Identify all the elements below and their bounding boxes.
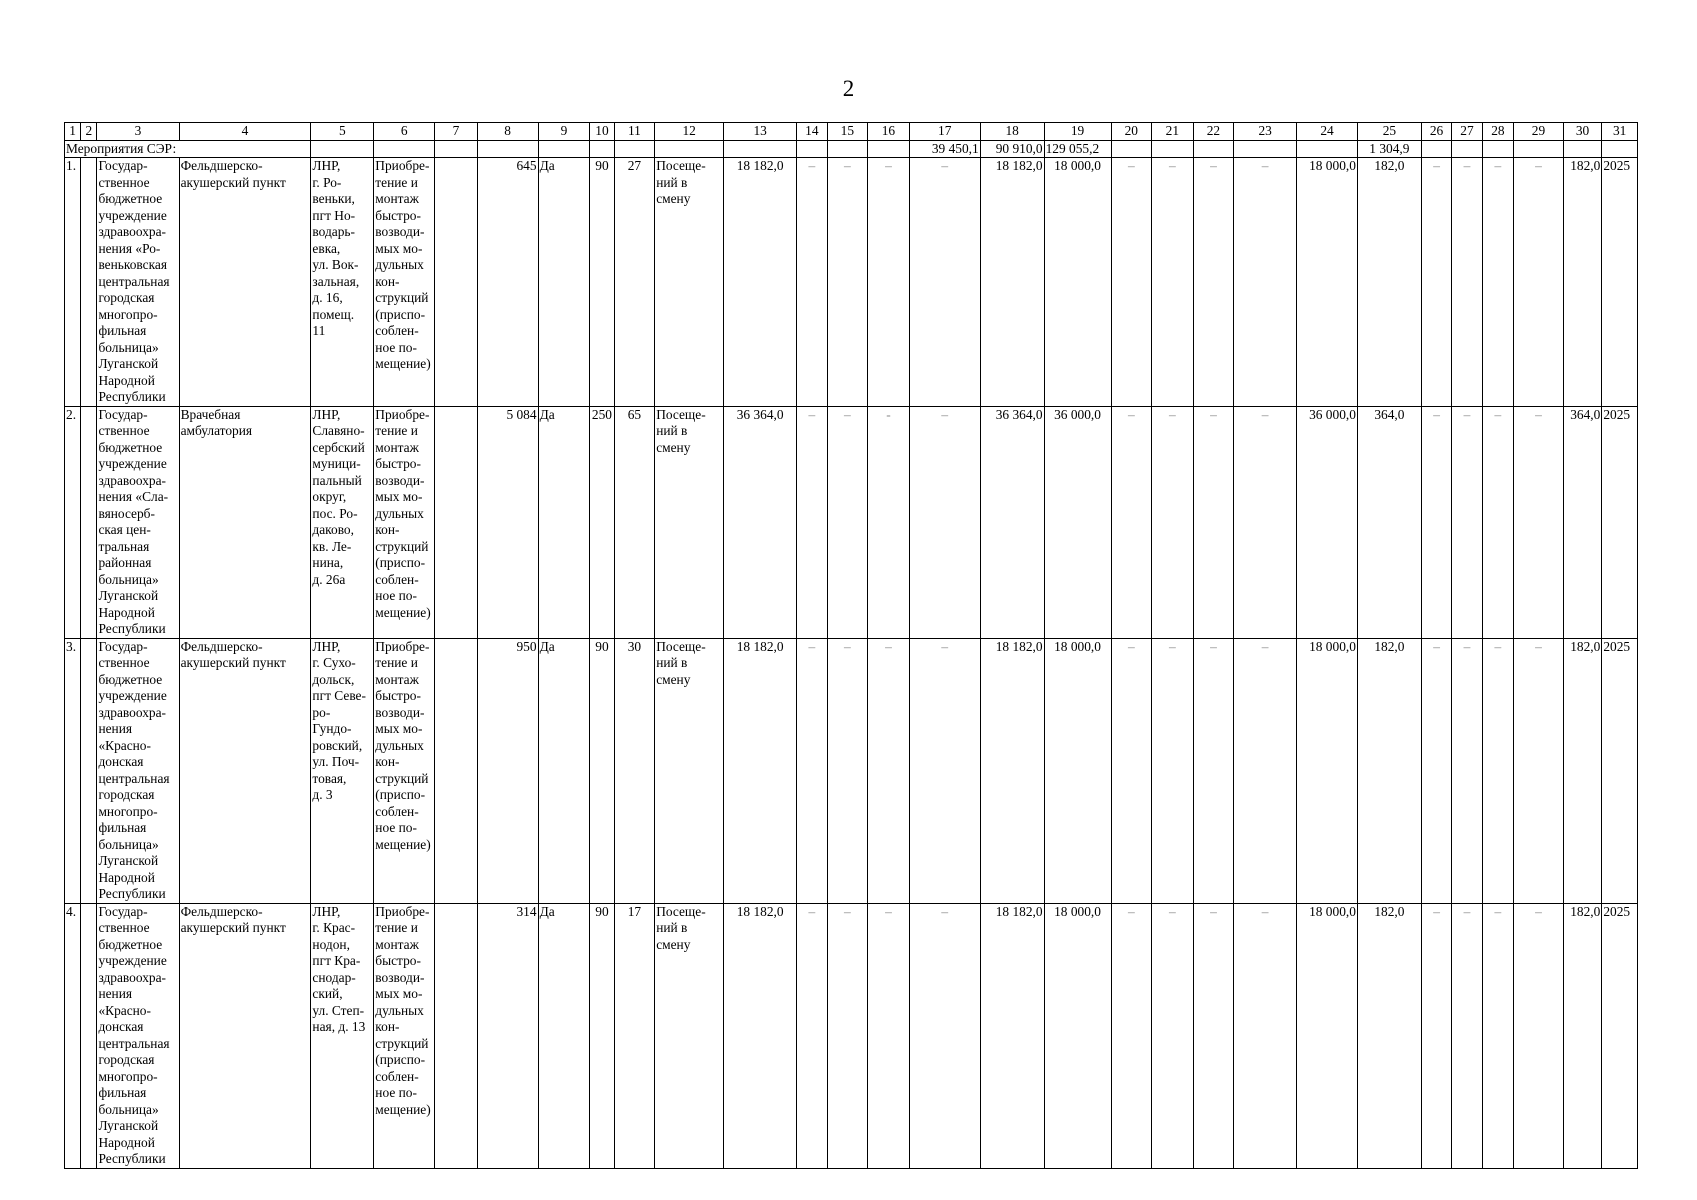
facility-address: ЛНР, г. Сухо- дольск, пгт Севе- ро- Гундо- ровский, ул. Поч- товая, д. 3 [311,638,374,903]
capacity-value: 90 [590,903,614,1168]
population-value: 314 [477,903,538,1168]
column-header: 3 [97,123,179,141]
capacity-value: 90 [590,638,614,903]
page-number: 2 [842,76,855,101]
column-header: 28 [1482,123,1513,141]
dash-cell: – [797,903,827,1168]
facility-address: ЛНР, г. Ро- веньки, пгт Но- водарь- евка, ул. Вок- зальная, д. 16, помещ. 11 [311,158,374,407]
dash-cell: – [1514,903,1564,1168]
column-header: 16 [868,123,910,141]
institution-name: Государ- ственное бюджетное учреждение здравоохра- нения «Красно- донская центральная городская многопро- фильная больница» Луганской Народной Республики [97,638,179,903]
year-value: 2025 [1602,406,1638,638]
dash-cell: – [1452,158,1482,407]
amount-value: 182,0 [1357,158,1421,407]
amount-value: 18 000,0 [1044,638,1111,903]
column-header: 29 [1514,123,1564,141]
dash-cell: – [797,406,827,638]
row-number: 3. [65,638,81,903]
dash-cell: – [1234,638,1297,903]
column-header: 24 [1297,123,1358,141]
empty-cell [81,638,97,903]
amount-value: 18 182,0 [980,903,1044,1168]
column-header: 14 [797,123,827,141]
column-header: 4 [179,123,311,141]
dash-cell: – [1111,158,1152,407]
column-header: 2 [81,123,97,141]
population-value: 5 084 [477,406,538,638]
dash-cell: – [827,903,868,1168]
amount-value: 18 182,0 [724,903,797,1168]
dash-cell: – [1452,903,1482,1168]
column-header: 15 [827,123,868,141]
dash-cell: – [1514,638,1564,903]
action-description: Приобре- тение и монтаж быстро- возводи- мых мо- дульных кон- струкций (приспо- соблен- ное по- мещение) [374,406,435,638]
dash-cell: – [1421,638,1451,903]
empty-cell [81,406,97,638]
facility-address: ЛНР, г. Крас- нодон, пгт Кра- снодар- ский, ул. Степ- ная, д. 13 [311,903,374,1168]
dash-cell: – [797,638,827,903]
dash-cell: – [1193,638,1234,903]
amount-value: 18 000,0 [1044,903,1111,1168]
column-header: 7 [435,123,478,141]
dash-cell: – [1111,903,1152,1168]
unit-label: Посеще- ний в смену [655,158,724,407]
facility-type: Фельдшерско- акушерский пункт [179,638,311,903]
amount-value: 18 000,0 [1297,158,1358,407]
unit-label: Посеще- ний в смену [655,638,724,903]
dash-cell: – [1514,158,1564,407]
column-header: 10 [590,123,614,141]
facility-type: Фельдшерско- акушерский пункт [179,158,311,407]
dash-cell: – [909,903,980,1168]
column-header: 30 [1563,123,1602,141]
amount-value: 36 000,0 [1044,406,1111,638]
dash-cell: – [1482,406,1513,638]
value-cell: 17 [614,903,655,1168]
value-cell: 65 [614,406,655,638]
amount-value: 364,0 [1357,406,1421,638]
summary-total-19: 129 055,2 [1044,140,1111,158]
institution-name: Государ- ственное бюджетное учреждение здравоохра- нения «Ро- веньковская центральная городская многопро- фильная больница» Луганской Народной Республики [97,158,179,407]
year-value: 2025 [1602,903,1638,1168]
dash-cell: – [909,158,980,407]
data-table [64,122,1638,1169]
empty-cell [435,903,478,1168]
dash-cell: – [868,638,910,903]
dash-cell: – [1421,158,1451,407]
column-header: 22 [1193,123,1234,141]
column-header: 8 [477,123,538,141]
population-value: 645 [477,158,538,407]
dash-cell: – [1111,638,1152,903]
row-number: 1. [65,158,81,407]
dash-cell: – [827,638,868,903]
column-header: 18 [980,123,1044,141]
capacity-value: 90 [590,158,614,407]
dash-cell: - [868,406,910,638]
dash-cell: – [1482,158,1513,407]
summary-total-25: 1 304,9 [1357,140,1421,158]
table-row [65,406,1638,638]
unit-label: Посеще- ний в смену [655,903,724,1168]
column-header: 23 [1234,123,1297,141]
dash-cell: – [1152,406,1194,638]
column-header: 19 [1044,123,1111,141]
dash-cell: – [1152,638,1194,903]
flag-value: Да [538,158,590,407]
empty-cell [435,158,478,407]
amount-value: 182,0 [1563,158,1602,407]
population-value: 950 [477,638,538,903]
dash-cell: – [1152,158,1194,407]
flag-value: Да [538,903,590,1168]
dash-cell: – [868,158,910,407]
amount-value: 182,0 [1357,903,1421,1168]
dash-cell: – [1514,406,1564,638]
amount-value: 18 182,0 [980,158,1044,407]
year-value: 2025 [1602,158,1638,407]
table-row [65,638,1638,903]
header-row [65,123,1638,141]
dash-cell: – [827,158,868,407]
year-value: 2025 [1602,638,1638,903]
amount-value: 18 182,0 [724,638,797,903]
column-header: 13 [724,123,797,141]
summary-label: Мероприятия СЭР: [65,140,311,158]
institution-name: Государ- ственное бюджетное учреждение здравоохра- нения «Красно- донская центральная городская многопро- фильная больница» Луганской Народной Республики [97,903,179,1168]
dash-cell: – [1111,406,1152,638]
summary-row [65,140,1638,158]
action-description: Приобре- тение и монтаж быстро- возводи- мых мо- дульных кон- струкций (приспо- соблен- ное по- мещение) [374,903,435,1168]
facility-type: Врачебная амбулатория [179,406,311,638]
dash-cell: – [909,638,980,903]
dash-cell: – [909,406,980,638]
amount-value: 36 364,0 [980,406,1044,638]
summary-total-17: 39 450,1 [909,140,980,158]
flag-value: Да [538,638,590,903]
column-header: 31 [1602,123,1638,141]
dash-cell: – [1234,406,1297,638]
value-cell: 30 [614,638,655,903]
action-description: Приобре- тение и монтаж быстро- возводи- мых мо- дульных кон- струкций (приспо- соблен- ное по- мещение) [374,158,435,407]
dash-cell: – [1421,903,1451,1168]
column-header: 9 [538,123,590,141]
column-header: 20 [1111,123,1152,141]
value-cell: 27 [614,158,655,407]
dash-cell: – [1452,638,1482,903]
dash-cell: – [1193,903,1234,1168]
dash-cell: – [1452,406,1482,638]
amount-value: 36 364,0 [724,406,797,638]
dash-cell: – [1421,406,1451,638]
table-row [65,903,1638,1168]
row-number: 2. [65,406,81,638]
dash-cell: – [1234,903,1297,1168]
amount-value: 18 182,0 [724,158,797,407]
column-header: 25 [1357,123,1421,141]
column-header: 12 [655,123,724,141]
amount-value: 182,0 [1563,638,1602,903]
empty-cell [81,158,97,407]
empty-cell [81,903,97,1168]
action-description: Приобре- тение и монтаж быстро- возводи- мых мо- дульных кон- струкций (приспо- соблен- ное по- мещение) [374,638,435,903]
dash-cell: – [1482,638,1513,903]
amount-value: 18 000,0 [1044,158,1111,407]
table-row [65,158,1638,407]
amount-value: 182,0 [1357,638,1421,903]
dash-cell: – [1482,903,1513,1168]
column-header: 21 [1152,123,1194,141]
row-number: 4. [65,903,81,1168]
institution-name: Государ- ственное бюджетное учреждение здравоохра- нения «Сла- вяносерб- ская цен- тральная районная больница» Луганской Народной Республики [97,406,179,638]
facility-type: Фельдшерско- акушерский пункт [179,903,311,1168]
empty-cell [435,406,478,638]
dash-cell: – [797,158,827,407]
amount-value: 182,0 [1563,903,1602,1168]
dash-cell: – [827,406,868,638]
dash-cell: – [1234,158,1297,407]
capacity-value: 250 [590,406,614,638]
amount-value: 18 000,0 [1297,903,1358,1168]
summary-total-18: 90 910,0 [980,140,1044,158]
amount-value: 36 000,0 [1297,406,1358,638]
amount-value: 18 000,0 [1297,638,1358,903]
column-header: 1 [65,123,81,141]
dash-cell: – [868,903,910,1168]
column-header: 11 [614,123,655,141]
amount-value: 364,0 [1563,406,1602,638]
column-header: 5 [311,123,374,141]
column-header: 26 [1421,123,1451,141]
dash-cell: – [1193,406,1234,638]
dash-cell: – [1152,903,1194,1168]
dash-cell: – [1193,158,1234,407]
column-header: 17 [909,123,980,141]
empty-cell [435,638,478,903]
amount-value: 18 182,0 [980,638,1044,903]
flag-value: Да [538,406,590,638]
facility-address: ЛНР, Славяно- сербский муници- пальный округ, пос. Ро- даково, кв. Ле- нина, д. 26а [311,406,374,638]
column-header: 27 [1452,123,1482,141]
unit-label: Посеще- ний в смену [655,406,724,638]
column-header: 6 [374,123,435,141]
